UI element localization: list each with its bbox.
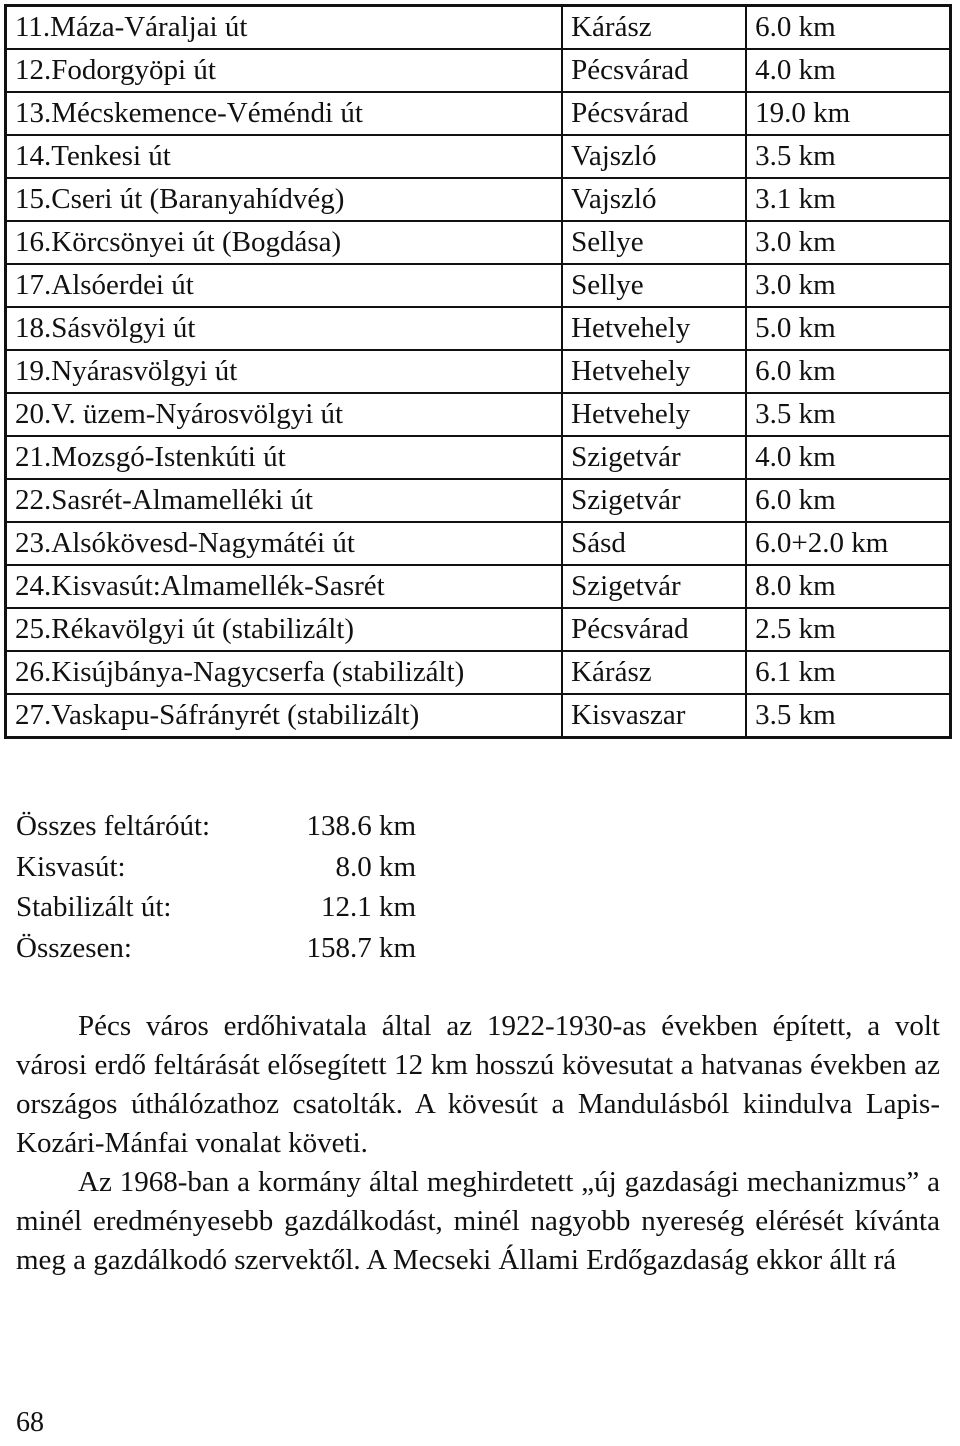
location-cell: Kárász	[562, 651, 746, 694]
table-row	[6, 307, 951, 350]
summary-value: 158.7 km	[306, 931, 416, 964]
table-row	[6, 221, 951, 264]
paragraph: Az 1968-ban a kormány által meghirdetett „új gazdasági mechanizmus” a minél eredményesebb gazdálkodást, minél nagyobb nyereség elérését kívánta meg a gazdálkodó szervektől. A Mecseki Állami Erdőgazdaság ekkor állt rá	[16, 1166, 940, 1276]
length-cell: 6.0 km	[746, 6, 950, 50]
length-cell: 3.5 km	[746, 135, 950, 178]
location-cell: Sásd	[562, 522, 746, 565]
location-cell: Pécsvárad	[562, 92, 746, 135]
table-row	[6, 694, 951, 738]
summary-value: 12.1 km	[320, 891, 416, 923]
location-cell: Szigetvár	[562, 436, 746, 479]
road-name-cell: 12.Fodorgyöpi út	[6, 49, 563, 92]
table-row	[6, 565, 951, 608]
road-name-cell: 16.Körcsönyei út (Bogdása)	[6, 221, 563, 264]
table-row	[6, 6, 951, 50]
location-cell: Hetvehely	[562, 393, 746, 436]
road-name-cell: 19.Nyárasvölgyi út	[6, 350, 563, 393]
table-row	[6, 135, 951, 178]
road-name-cell: 14.Tenkesi út	[6, 135, 563, 178]
table-row	[6, 264, 951, 307]
location-cell: Hetvehely	[562, 350, 746, 393]
road-name-cell: 11.Máza-Váraljai út	[6, 6, 563, 50]
length-cell: 19.0 km	[746, 92, 950, 135]
table-row	[6, 350, 951, 393]
length-cell: 6.0 km	[746, 479, 950, 522]
location-cell: Sellye	[562, 221, 746, 264]
road-name-cell: 13.Mécskemence-Véméndi út	[6, 92, 563, 135]
location-cell: Kárász	[562, 6, 746, 50]
summary-value: 138.6 km	[306, 810, 416, 842]
table-row	[6, 479, 951, 522]
length-cell: 3.0 km	[746, 221, 950, 264]
table-row	[6, 522, 951, 565]
table-row	[6, 92, 951, 135]
forest-roads-table	[4, 4, 952, 739]
location-cell: Pécsvárad	[562, 608, 746, 651]
length-cell: 6.0+2.0 km	[746, 522, 950, 565]
body-text	[16, 1007, 940, 1280]
road-name-cell: 27.Vaskapu-Sáfrányrét (stabilizált)	[6, 694, 563, 738]
length-cell: 8.0 km	[746, 565, 950, 608]
length-cell: 2.5 km	[746, 608, 950, 651]
summary-label: Összesen:	[16, 931, 132, 964]
summary-row	[16, 928, 416, 969]
road-name-cell: 23.Alsókövesd-Nagymátéi út	[6, 522, 563, 565]
table-row	[6, 436, 951, 479]
location-cell: Szigetvár	[562, 479, 746, 522]
road-name-cell: 25.Rékavölgyi út (stabilizált)	[6, 608, 563, 651]
summary-label: Összes feltáróút:	[16, 810, 211, 842]
road-name-cell: 15.Cseri út (Baranyahídvég)	[6, 178, 563, 221]
location-cell: Szigetvár	[562, 565, 746, 608]
location-cell: Vajszló	[562, 178, 746, 221]
page-number: 68	[16, 1407, 44, 1438]
table-row	[6, 393, 951, 436]
location-cell: Pécsvárad	[562, 49, 746, 92]
table-body	[6, 6, 951, 738]
summary-label: Kisvasút:	[16, 850, 126, 883]
length-cell: 3.1 km	[746, 178, 950, 221]
location-cell: Vajszló	[562, 135, 746, 178]
road-name-cell: 18.Sásvölgyi út	[6, 307, 563, 350]
road-name-cell: 17.Alsóerdei út	[6, 264, 563, 307]
length-cell: 3.5 km	[746, 393, 950, 436]
length-cell: 3.5 km	[746, 694, 950, 738]
summary-row	[16, 847, 416, 888]
table-row	[6, 178, 951, 221]
road-name-cell: 20.V. üzem-Nyárosvölgyi út	[6, 393, 563, 436]
length-cell: 5.0 km	[746, 307, 950, 350]
length-cell: 4.0 km	[746, 436, 950, 479]
summary-label: Stabilizált út:	[16, 891, 172, 923]
length-cell: 6.0 km	[746, 350, 950, 393]
location-cell: Hetvehely	[562, 307, 746, 350]
length-cell: 6.1 km	[746, 651, 950, 694]
table-row	[6, 49, 951, 92]
location-cell: Kisvaszar	[562, 694, 746, 738]
length-cell: 4.0 km	[746, 49, 950, 92]
summary-row	[16, 887, 416, 928]
road-name-cell: 21.Mozsgó-Istenkúti út	[6, 436, 563, 479]
length-cell: 3.0 km	[746, 264, 950, 307]
summary-row	[16, 806, 416, 847]
totals-summary	[16, 806, 416, 968]
table-row	[6, 608, 951, 651]
table-row	[6, 651, 951, 694]
paragraph: Pécs város erdőhivatala által az 1922-1930-as években épített, a volt városi erdő feltárását elősegített 12 km hosszú kövesutat a hatvanas években az országos úthálózathoz csatolták. A kövesút a Mandulásból kiindulva Lapis-Kozári-Mánfai vonalat követi.	[16, 1010, 940, 1159]
location-cell: Sellye	[562, 264, 746, 307]
road-name-cell: 26.Kisújbánya-Nagycserfa (stabilizált)	[6, 651, 563, 694]
road-name-cell: 22.Sasrét-Almamelléki út	[6, 479, 563, 522]
summary-value: 8.0 km	[335, 850, 416, 883]
road-name-cell: 24.Kisvasút:Almamellék-Sasrét	[6, 565, 563, 608]
